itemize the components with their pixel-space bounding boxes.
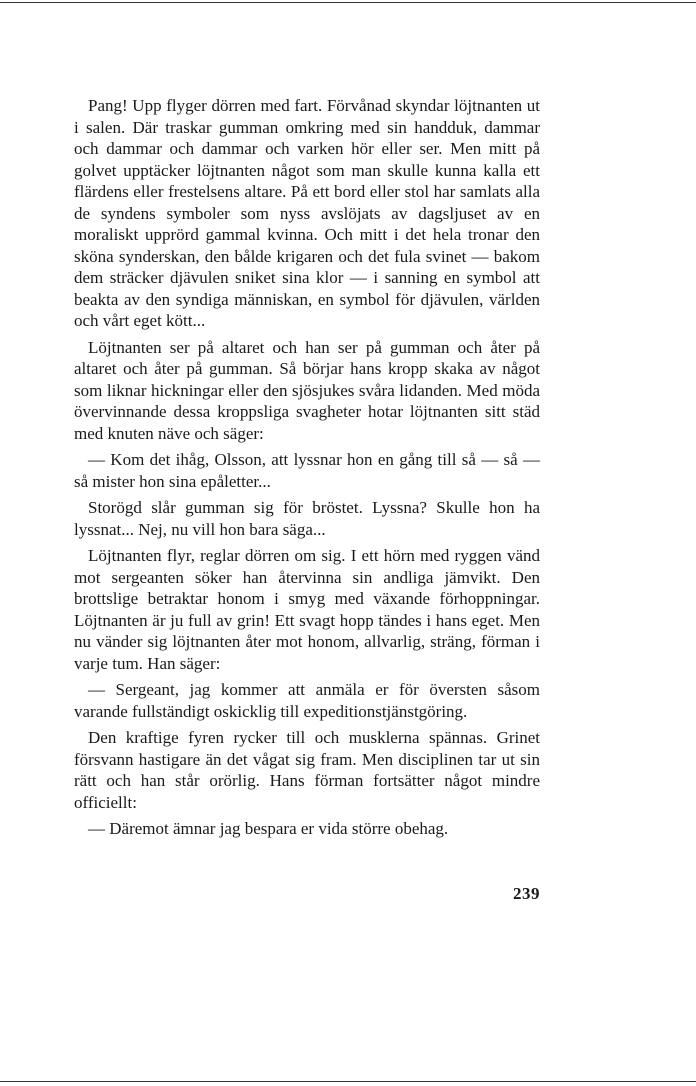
paragraph-5 — [74, 545, 540, 674]
paragraph-2-text: Löjtnanten ser på altaret och han ser på gumman och åter på altaret och åter på gumman. Så börjar hans kropp skaka av något som liknar hickningar eller den sjösjukes svåra lidanden. Med möda övervinnande dessa kroppsliga svagheter hotar löjtnanten sitt städ med knuten näve och säger: — [74, 337, 540, 443]
paragraph-8-text: — Däremot ämnar jag bespara er vida större obehag. — [88, 819, 449, 838]
top-border-line — [0, 2, 696, 3]
paragraph-8 — [74, 818, 540, 840]
page-text — [74, 95, 540, 840]
paragraph-4-text: Storögd slår gumman sig för bröstet. Lyssna? Skulle hon ha lyssnat... Nej, nu vill hon bara säga... — [74, 498, 540, 539]
paragraph-1 — [74, 95, 540, 332]
bottom-border-line — [0, 1081, 696, 1082]
paragraph-5-text: Löjtnanten flyr, reglar dörren om sig. I ett hörn med ryggen vänd mot sergeanten söker han återvinna sin andliga jämvikt. Den brottslige betraktar honom i smyg med växande förhoppningar. Löjtnanten är ju full av grin! Ett svagt hopp tändes i hans eget. Men nu vänder sig löjtnanten åter mot honom, allvarlig, sträng, förman i varje tum. Han säger: — [74, 546, 540, 673]
paragraph-3-text: — Kom det ihåg, Olsson, att lyssnar hon en gång till så — så — så mister hon sina epåletter... — [74, 450, 540, 491]
page-number: 239 — [513, 884, 540, 903]
paragraph-7-text: Den kraftige fyren rycker till och musklerna spännas. Grinet försvann hastigare än det vågat sig fram. Men disciplinen tar ut sin rätt och han står orörlig. Hans förman fortsätter något mindre officiellt: — [74, 728, 540, 812]
paragraph-6-text: — Sergeant, jag kommer att anmäla er för översten såsom varande fullständigt oskicklig till expeditionstjänstgöring. — [74, 680, 540, 721]
paragraph-1-text: Pang! Upp flyger dörren med fart. Förvånad skyndar löjtnanten ut i salen. Där traskar gumman omkring med sin handduk, dammar och dammar och dammar och varken hör eller ser. Men mitt på golvet upptäcker löjtnanten något som man skulle kunna kalla ett flärdens eller frestelsens altare. På ett bord eller stol har samlats alla de syndens symboler som nyss avslöjats av dagsljuset av en moraliskt upprörd gammal kvinna. Och mitt i det hela tronar den sköna synderskan, den bålde krigaren och det fula svinet — bakom dem sträcker djävulen sniket sina klor — i sanning en symbol att beakta av den syndiga människan, en symbol för djävulen, världen och vårt eget kött... — [74, 96, 540, 330]
paragraph-4 — [74, 497, 540, 540]
paragraph-6 — [74, 679, 540, 722]
paragraph-7 — [74, 727, 540, 813]
paragraph-2 — [74, 337, 540, 445]
paragraph-3 — [74, 449, 540, 492]
